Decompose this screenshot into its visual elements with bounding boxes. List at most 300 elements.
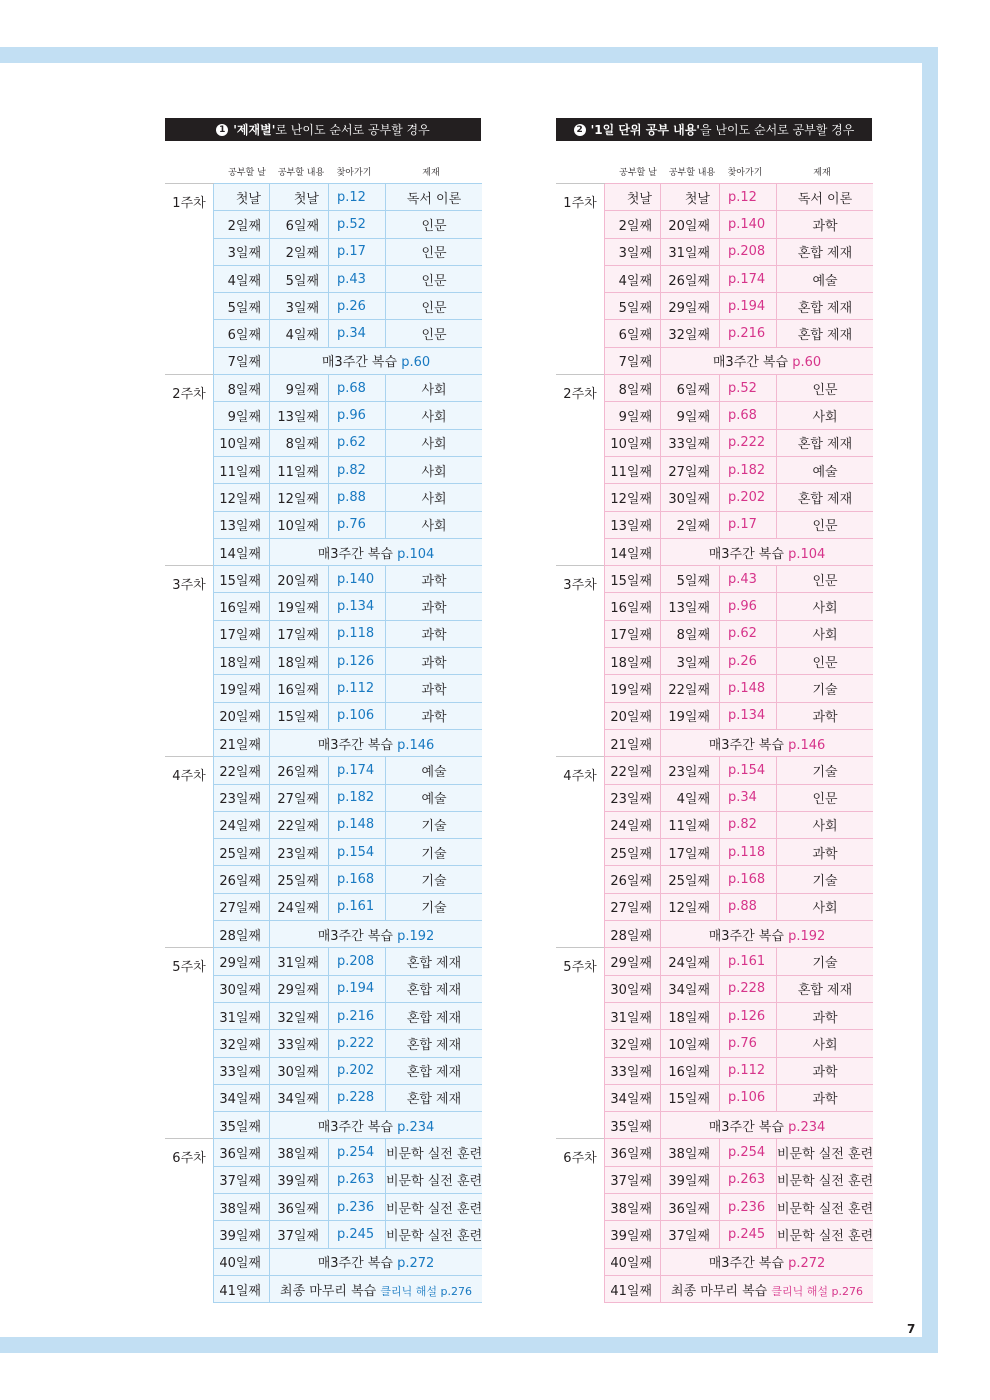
table-row [556,1030,873,1057]
review-row [165,538,482,565]
study-content: 32일째 [270,1002,329,1029]
study-day: 22일째 [214,757,270,784]
page-link: p.68 [329,375,386,402]
study-day: 5일째 [214,293,270,320]
study-day: 21일째 [605,729,661,756]
table-row [556,320,873,347]
review-row [556,538,873,565]
study-day: 40일째 [214,1248,270,1275]
page-frame-top [0,47,938,63]
subject: 혼합 제재 [386,1084,483,1111]
subject: 인문 [386,320,483,347]
review-page: p.104 [397,546,435,562]
study-content: 36일째 [661,1193,720,1220]
study-day: 6일째 [605,320,661,347]
study-content: 4일째 [661,784,720,811]
subject: 사회 [386,375,483,402]
final-review-row [165,1275,482,1302]
panel-header-quoted: '1일 단위 공부 내용' [590,123,700,137]
study-content: 6일째 [661,375,720,402]
schedule-table [165,183,482,1303]
table-row [165,866,482,893]
table-row [556,784,873,811]
weekly-review [661,1248,874,1275]
table-row [165,184,482,211]
subject: 독서 이론 [777,184,874,211]
study-content: 37일째 [270,1221,329,1248]
review-row [556,347,873,374]
study-day: 41일째 [214,1275,270,1302]
table-row [165,1221,482,1248]
review-page: p.104 [788,546,826,562]
study-day: 39일째 [605,1221,661,1248]
subject: 혼합 제재 [777,484,874,511]
subject: 비문학 실전 훈련 [777,1139,874,1166]
subject: 혼합 제재 [777,238,874,265]
table-row [556,1139,873,1166]
panel-header [556,118,872,141]
page-link: p.17 [720,511,777,538]
study-content: 22일째 [270,811,329,838]
study-day: 14일째 [605,538,661,565]
panel-header-quoted: '제재별' [233,123,276,137]
subject: 기술 [386,811,483,838]
table-row [556,675,873,702]
study-content: 33일째 [661,429,720,456]
study-day: 21일째 [214,729,270,756]
weekly-review [661,347,874,374]
study-content: 27일째 [661,456,720,483]
review-row [165,1248,482,1275]
study-content: 29일째 [661,293,720,320]
study-day: 22일째 [605,757,661,784]
study-day: 38일째 [214,1193,270,1220]
study-day: 30일째 [214,975,270,1002]
subject: 혼합 제재 [386,1057,483,1084]
study-content: 36일째 [270,1193,329,1220]
schedule-panel-by-daily-unit [556,118,872,1303]
study-day: 39일째 [214,1221,270,1248]
column-header-day: 공부할 날 [619,168,657,178]
subject: 과학 [777,839,874,866]
page-link: p.182 [329,784,386,811]
study-content: 29일째 [270,975,329,1002]
page-link: p.26 [329,293,386,320]
subject: 비문학 실전 훈련 [386,1221,483,1248]
subject: 비문학 실전 훈련 [386,1139,483,1166]
subject: 비문학 실전 훈련 [386,1166,483,1193]
study-day: 16일째 [214,593,270,620]
table-row [165,1030,482,1057]
study-day: 10일째 [605,429,661,456]
review-label: 매3주간 복습 [321,355,398,371]
table-row [165,511,482,538]
review-label: 매3주간 복습 [708,737,784,753]
study-day: 2일째 [605,211,661,238]
table-row [165,293,482,320]
study-day: 36일째 [605,1139,661,1166]
subject: 혼합 제재 [386,975,483,1002]
study-content: 13일째 [270,402,329,429]
subject: 비문학 실전 훈련 [386,1193,483,1220]
review-row [165,1112,482,1139]
page-link: p.202 [720,484,777,511]
study-content: 16일째 [270,675,329,702]
review-page: p.146 [397,737,435,753]
page-link: p.154 [720,757,777,784]
page-link: p.118 [720,839,777,866]
table-row [165,375,482,402]
study-day: 20일째 [605,702,661,729]
study-day: 24일째 [214,811,270,838]
subject: 인문 [386,265,483,292]
final-review-label: 최종 마무리 복습 [280,1283,377,1299]
page-link: p.208 [720,238,777,265]
table-row [556,1166,873,1193]
study-content: 20일째 [270,566,329,593]
page-link: p.34 [329,320,386,347]
study-content: 8일째 [661,620,720,647]
week-label: 6주차 [556,1139,605,1303]
subject: 인문 [386,293,483,320]
study-content: 34일째 [270,1084,329,1111]
page-link: p.245 [329,1221,386,1248]
subject: 예술 [386,784,483,811]
subject: 혼합 제재 [777,320,874,347]
table-row [165,1139,482,1166]
subject: 혼합 제재 [386,1002,483,1029]
page-link: p.134 [329,593,386,620]
weekly-review [270,1248,483,1275]
table-row [165,1166,482,1193]
study-day: 10일째 [214,429,270,456]
study-content: 27일째 [270,784,329,811]
subject: 혼합 제재 [777,429,874,456]
review-label: 매3주간 복습 [708,1256,784,1272]
table-row [165,593,482,620]
review-page: p.60 [792,355,822,371]
table-row [556,948,873,975]
table-row [556,893,873,920]
week-label: 4주차 [556,757,605,948]
study-content: 16일째 [661,1057,720,1084]
table-row [556,839,873,866]
table-row [165,620,482,647]
study-day: 7일째 [605,347,661,374]
study-day: 35일째 [214,1112,270,1139]
review-row [556,1112,873,1139]
subject: 사회 [777,893,874,920]
study-day: 17일째 [214,620,270,647]
page-link: p.62 [720,620,777,647]
table-row [165,839,482,866]
study-day: 12일째 [605,484,661,511]
review-label: 매3주간 복습 [317,928,393,944]
week-label: 2주차 [556,375,605,566]
review-label: 매3주간 복습 [708,546,784,562]
study-day: 31일째 [214,1002,270,1029]
study-content: 2일째 [270,238,329,265]
subject: 사회 [386,511,483,538]
table-row [556,1002,873,1029]
final-review [661,1275,874,1302]
study-day: 32일째 [605,1030,661,1057]
subject: 과학 [777,1084,874,1111]
study-day: 19일째 [214,675,270,702]
table-row [556,511,873,538]
page-link: p.148 [720,675,777,702]
study-content: 26일째 [661,265,720,292]
review-row [556,921,873,948]
study-content: 10일째 [661,1030,720,1057]
study-content: 30일째 [270,1057,329,1084]
subject: 인문 [777,566,874,593]
subject: 인문 [386,211,483,238]
page-link: p.216 [720,320,777,347]
clinic-page: 클리닉 해설 p.276 [771,1284,863,1298]
page-link: p.182 [720,456,777,483]
final-review [270,1275,483,1302]
subject: 과학 [386,566,483,593]
study-content: 31일째 [270,948,329,975]
study-day: 30일째 [605,975,661,1002]
page-link: p.168 [329,866,386,893]
study-content: 17일째 [661,839,720,866]
page-link: p.26 [720,648,777,675]
page-link: p.112 [329,675,386,702]
study-content: 5일째 [270,265,329,292]
study-content: 12일째 [661,893,720,920]
subject: 과학 [777,1002,874,1029]
study-day: 첫날 [605,184,661,211]
circled-number-icon: 1 [216,124,228,136]
table-row [556,757,873,784]
study-content: 3일째 [661,648,720,675]
study-content: 2일째 [661,511,720,538]
table-row [165,566,482,593]
study-day: 8일째 [214,375,270,402]
table-row [556,1084,873,1111]
study-day: 29일째 [214,948,270,975]
table-row [165,238,482,265]
study-content: 25일째 [661,866,720,893]
study-content: 38일째 [270,1139,329,1166]
table-row [556,811,873,838]
table-row [165,784,482,811]
subject: 과학 [386,702,483,729]
page-link: p.168 [720,866,777,893]
study-day: 19일째 [605,675,661,702]
study-content: 39일째 [270,1166,329,1193]
study-day: 첫날 [214,184,270,211]
table-row [165,320,482,347]
study-content: 34일째 [661,975,720,1002]
study-day: 37일째 [605,1166,661,1193]
page-frame-right [922,47,938,1353]
study-day: 9일째 [214,402,270,429]
table-row [556,566,873,593]
study-day: 35일째 [605,1112,661,1139]
page-link: p.106 [329,702,386,729]
page-link: p.17 [329,238,386,265]
table-row [556,293,873,320]
study-day: 16일째 [605,593,661,620]
subject: 인문 [386,238,483,265]
study-content: 15일째 [661,1084,720,1111]
weekly-review [270,729,483,756]
table-row [556,593,873,620]
table-row [165,456,482,483]
page-link: p.52 [720,375,777,402]
weekly-review [270,1112,483,1139]
subject: 혼합 제재 [386,1030,483,1057]
study-day: 3일째 [605,238,661,265]
subject: 기술 [777,866,874,893]
study-content: 32일째 [661,320,720,347]
review-label: 매3주간 복습 [317,1119,393,1135]
study-day: 38일째 [605,1193,661,1220]
table-row [556,238,873,265]
study-day: 3일째 [214,238,270,265]
weekly-review [661,538,874,565]
panel-header [165,118,481,141]
subject: 기술 [386,893,483,920]
page-link: p.161 [720,948,777,975]
study-content: 18일째 [661,1002,720,1029]
review-page: p.234 [788,1119,826,1135]
page-link: p.254 [329,1139,386,1166]
study-content: 15일째 [270,702,329,729]
subject: 과학 [777,211,874,238]
subject: 비문학 실전 훈련 [777,1166,874,1193]
page-link: p.12 [720,184,777,211]
review-page: p.272 [788,1256,826,1272]
schedule-panel-by-subject [165,118,481,1303]
study-day: 25일째 [214,839,270,866]
table-row [556,184,873,211]
review-page: p.192 [397,928,435,944]
review-label: 매3주간 복습 [317,1256,393,1272]
table-row [165,648,482,675]
study-day: 23일째 [605,784,661,811]
page-link: p.82 [329,456,386,483]
table-row [556,975,873,1002]
page-link: p.88 [720,893,777,920]
subject: 사회 [777,593,874,620]
subject: 예술 [386,757,483,784]
study-day: 27일째 [214,893,270,920]
table-row [556,265,873,292]
page-link: p.62 [329,429,386,456]
week-label: 3주차 [165,566,214,757]
study-day: 8일째 [605,375,661,402]
weekly-review [661,1112,874,1139]
page-link: p.52 [329,211,386,238]
table-row [556,484,873,511]
schedule-table [556,183,873,1303]
table-row [556,702,873,729]
table-row [165,1193,482,1220]
table-row [165,948,482,975]
study-day: 2일째 [214,211,270,238]
study-day: 26일째 [214,866,270,893]
page-link: p.236 [720,1193,777,1220]
column-header-content: 공부할 내용 [277,168,325,178]
study-content: 31일째 [661,238,720,265]
table-row [165,484,482,511]
page-link: p.254 [720,1139,777,1166]
subject: 사회 [777,811,874,838]
weekly-review [661,729,874,756]
study-day: 33일째 [214,1057,270,1084]
table-row [556,211,873,238]
page-link: p.126 [329,648,386,675]
final-review-label: 최종 마무리 복습 [671,1283,768,1299]
page-link: p.68 [720,402,777,429]
page-frame-bottom [0,1337,938,1353]
study-content: 11일째 [661,811,720,838]
subject: 기술 [777,757,874,784]
week-label: 5주차 [165,948,214,1139]
subject: 기술 [386,866,483,893]
page-link: p.112 [720,1057,777,1084]
table-row [165,402,482,429]
study-day: 15일째 [214,566,270,593]
review-row [165,729,482,756]
page-link: p.174 [329,757,386,784]
page-link: p.154 [329,839,386,866]
subject: 사회 [386,429,483,456]
subject: 혼합 제재 [386,948,483,975]
page-link: p.148 [329,811,386,838]
table-row [165,675,482,702]
page-link: p.43 [329,265,386,292]
study-content: 22일째 [661,675,720,702]
subject: 사회 [777,402,874,429]
study-day: 34일째 [605,1084,661,1111]
page-number: 7 [907,1322,916,1336]
week-label: 2주차 [165,375,214,566]
study-day: 6일째 [214,320,270,347]
study-content: 38일째 [661,1139,720,1166]
column-header-subject: 제재 [813,168,831,178]
study-content: 25일째 [270,866,329,893]
subject: 과학 [777,1057,874,1084]
page-link: p.236 [329,1193,386,1220]
study-day: 37일째 [214,1166,270,1193]
review-row [556,729,873,756]
subject: 비문학 실전 훈련 [777,1193,874,1220]
study-day: 26일째 [605,866,661,893]
table-row [556,375,873,402]
study-day: 5일째 [605,293,661,320]
subject: 혼합 제재 [777,293,874,320]
study-day: 17일째 [605,620,661,647]
study-day: 4일째 [214,265,270,292]
page-link: p.216 [329,1002,386,1029]
study-content: 26일째 [270,757,329,784]
study-day: 9일째 [605,402,661,429]
study-day: 11일째 [214,456,270,483]
page-link: p.222 [329,1030,386,1057]
table-row [165,265,482,292]
review-row [556,1248,873,1275]
review-page: p.272 [397,1256,435,1272]
study-day: 25일째 [605,839,661,866]
page-link: p.82 [720,811,777,838]
page-link: p.43 [720,566,777,593]
study-day: 34일째 [214,1084,270,1111]
